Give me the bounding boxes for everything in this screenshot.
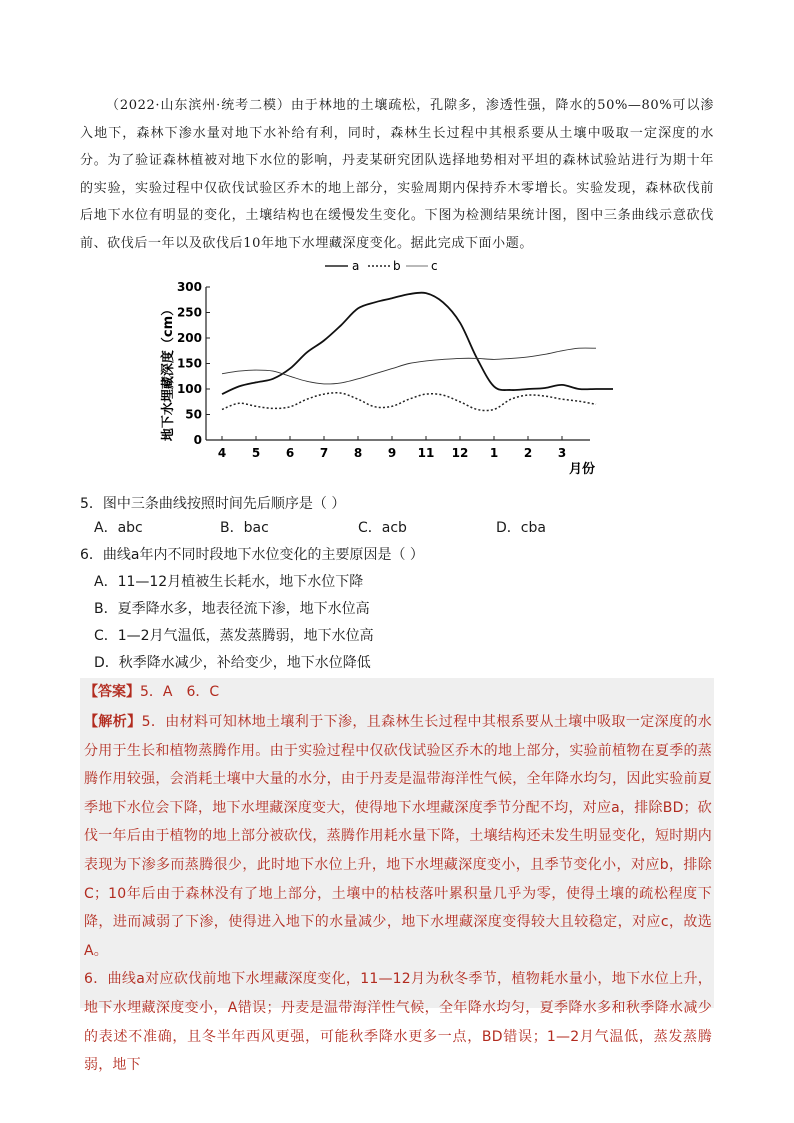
q5-option-c[interactable]: C．acb xyxy=(358,520,407,536)
legend-label-a: a xyxy=(352,259,360,273)
series-line-b xyxy=(222,393,596,411)
y-axis-label: 地下水埋藏深度（cm） xyxy=(161,302,176,442)
intro-text: 由于林地的土壤疏松，孔隙多，渗透性强，降水的50%—80%可以渗入地下，森林下渗水量对地下水补给有利，同时，森林生长过程中其根系要从土壤中吸取一定深度的水分。为了验证森林植被对地下水位的影响，丹麦某研究团队选择地势相对平坦的森林试验站进行为期十年的实验，实验过程中仅砍伐试验区乔木的地上部分，实验周期内保持乔木零增长。实验发现，森林砍伐前后地下水位有明显的变化，土壤结构也在缓慢发生变化。下图为检测结果统计图，图中三条曲线示意砍伐前、砍伐后一年以及砍伐后10年地下水埋藏深度变化。据此完成下面小题。 xyxy=(80,98,714,251)
x-tick-label: 5 xyxy=(251,446,261,460)
y-tick-label: 250 xyxy=(176,305,202,320)
y-tick-label: 150 xyxy=(176,356,202,371)
legend-label-b: b xyxy=(393,259,401,273)
x-tick-label: 8 xyxy=(353,446,363,460)
x-tick-label: 2 xyxy=(523,446,533,460)
q6-option-d[interactable]: D．秋季降水减少，补给变少，地下水位降低 xyxy=(94,655,371,671)
x-tick-label: 6 xyxy=(285,446,295,460)
x-tick-label: 12 xyxy=(451,446,469,460)
q6-option-c[interactable]: C．1—2月气温低，蒸发蒸腾弱，地下水位高 xyxy=(94,628,374,644)
series-line-c xyxy=(222,348,596,384)
intro-paragraph xyxy=(80,92,714,257)
q6-option-b[interactable]: B．夏季降水多，地表径流下渗，地下水位高 xyxy=(94,601,370,617)
legend-label-c: c xyxy=(431,259,438,273)
x-tick-label: 4 xyxy=(217,446,227,460)
x-tick-label: 3 xyxy=(557,446,567,460)
q5-option-d[interactable]: D．cba xyxy=(496,520,546,536)
y-ticks xyxy=(177,280,210,447)
series-line-a xyxy=(222,293,613,395)
series-lines xyxy=(222,293,613,411)
x-axis-label: 月份 xyxy=(568,462,596,477)
y-tick-label: 300 xyxy=(176,280,202,294)
y-tick-label: 100 xyxy=(176,382,202,396)
explanation-text-5: 5．由材料可知林地土壤利于下渗，且森林生长过程中其根系要从土壤中吸取一定深度的水分用于生长和植物蒸腾作用。由于实验过程中仅砍伐试验区乔木的地上部分，实验前植物在夏季的蒸腾作用较强，会消耗土壤中大量的水分，由于丹麦是温带海洋性气候，全年降水均匀，因此实验前夏季地下水位会下降，地下水埋藏深度变大，使得地下水埋藏深度季节分配不均，对应a，排除BD；砍伐一年后由于植物的地上部分被砍伐，蒸腾作用耗水量下降，土壤结构还未发生明显变化，短时期内表现为下渗多而蒸腾很少，此时地下水位上升，地下水埋藏深度变小，且季节变化小，对应b，排除C；10年后由于森林没有了地上部分，土壤中的枯枝落叶累积量几乎为零，使得土壤的疏松程度下降，进而减弱了下渗，使得进入地下的水量减少，地下水埋藏深度变得较大且较稳定，对应c，故选A。 xyxy=(84,714,712,959)
question-5-stem: 5．图中三条曲线按照时间先后顺序是（ ） xyxy=(80,496,346,512)
y-tick-label: 200 xyxy=(176,331,202,345)
explanation-paragraph-5 xyxy=(84,708,712,965)
answer-label: 【答案】 xyxy=(84,684,140,700)
y-tick-label: 0 xyxy=(193,433,202,447)
y-tick-label: 50 xyxy=(185,407,202,422)
x-tick-label: 9 xyxy=(387,446,397,460)
explanation-label: 【解析】 xyxy=(84,714,142,730)
q5-option-a[interactable]: A．abc xyxy=(94,520,143,536)
answer-text: 5．A 6．C xyxy=(140,684,220,700)
x-tick-label: 1 xyxy=(489,446,499,460)
q6-option-a[interactable]: A．11—12月植被生长耗水，地下水位下降 xyxy=(94,574,364,590)
question-6-stem: 6．曲线a年内不同时段地下水位变化的主要原因是（ ） xyxy=(80,547,424,563)
intro-source: （2022·山东滨州·统考二模） xyxy=(106,98,291,113)
groundwater-depth-chart xyxy=(150,252,630,484)
explanation xyxy=(84,708,712,1080)
x-tick-label: 7 xyxy=(319,446,329,460)
answer-line xyxy=(84,681,219,701)
q5-option-b[interactable]: B．bac xyxy=(220,520,269,536)
x-tick-label: 11 xyxy=(417,446,435,460)
chart-legend xyxy=(325,259,438,273)
explanation-paragraph-6: 6．曲线a对应砍伐前地下水埋藏深度变化，11—12月为秋冬季节，植物耗水量小，地下水位上升，地下水埋藏深度变小，A错误；丹麦是温带海洋性气候，全年降水均匀，夏季降水多和秋季降水减少的表述不准确，且冬半年西风更强，可能秋季降水更多一点，BD错误；1—2月气温低，蒸发蒸腾弱，地下 xyxy=(84,971,712,1074)
